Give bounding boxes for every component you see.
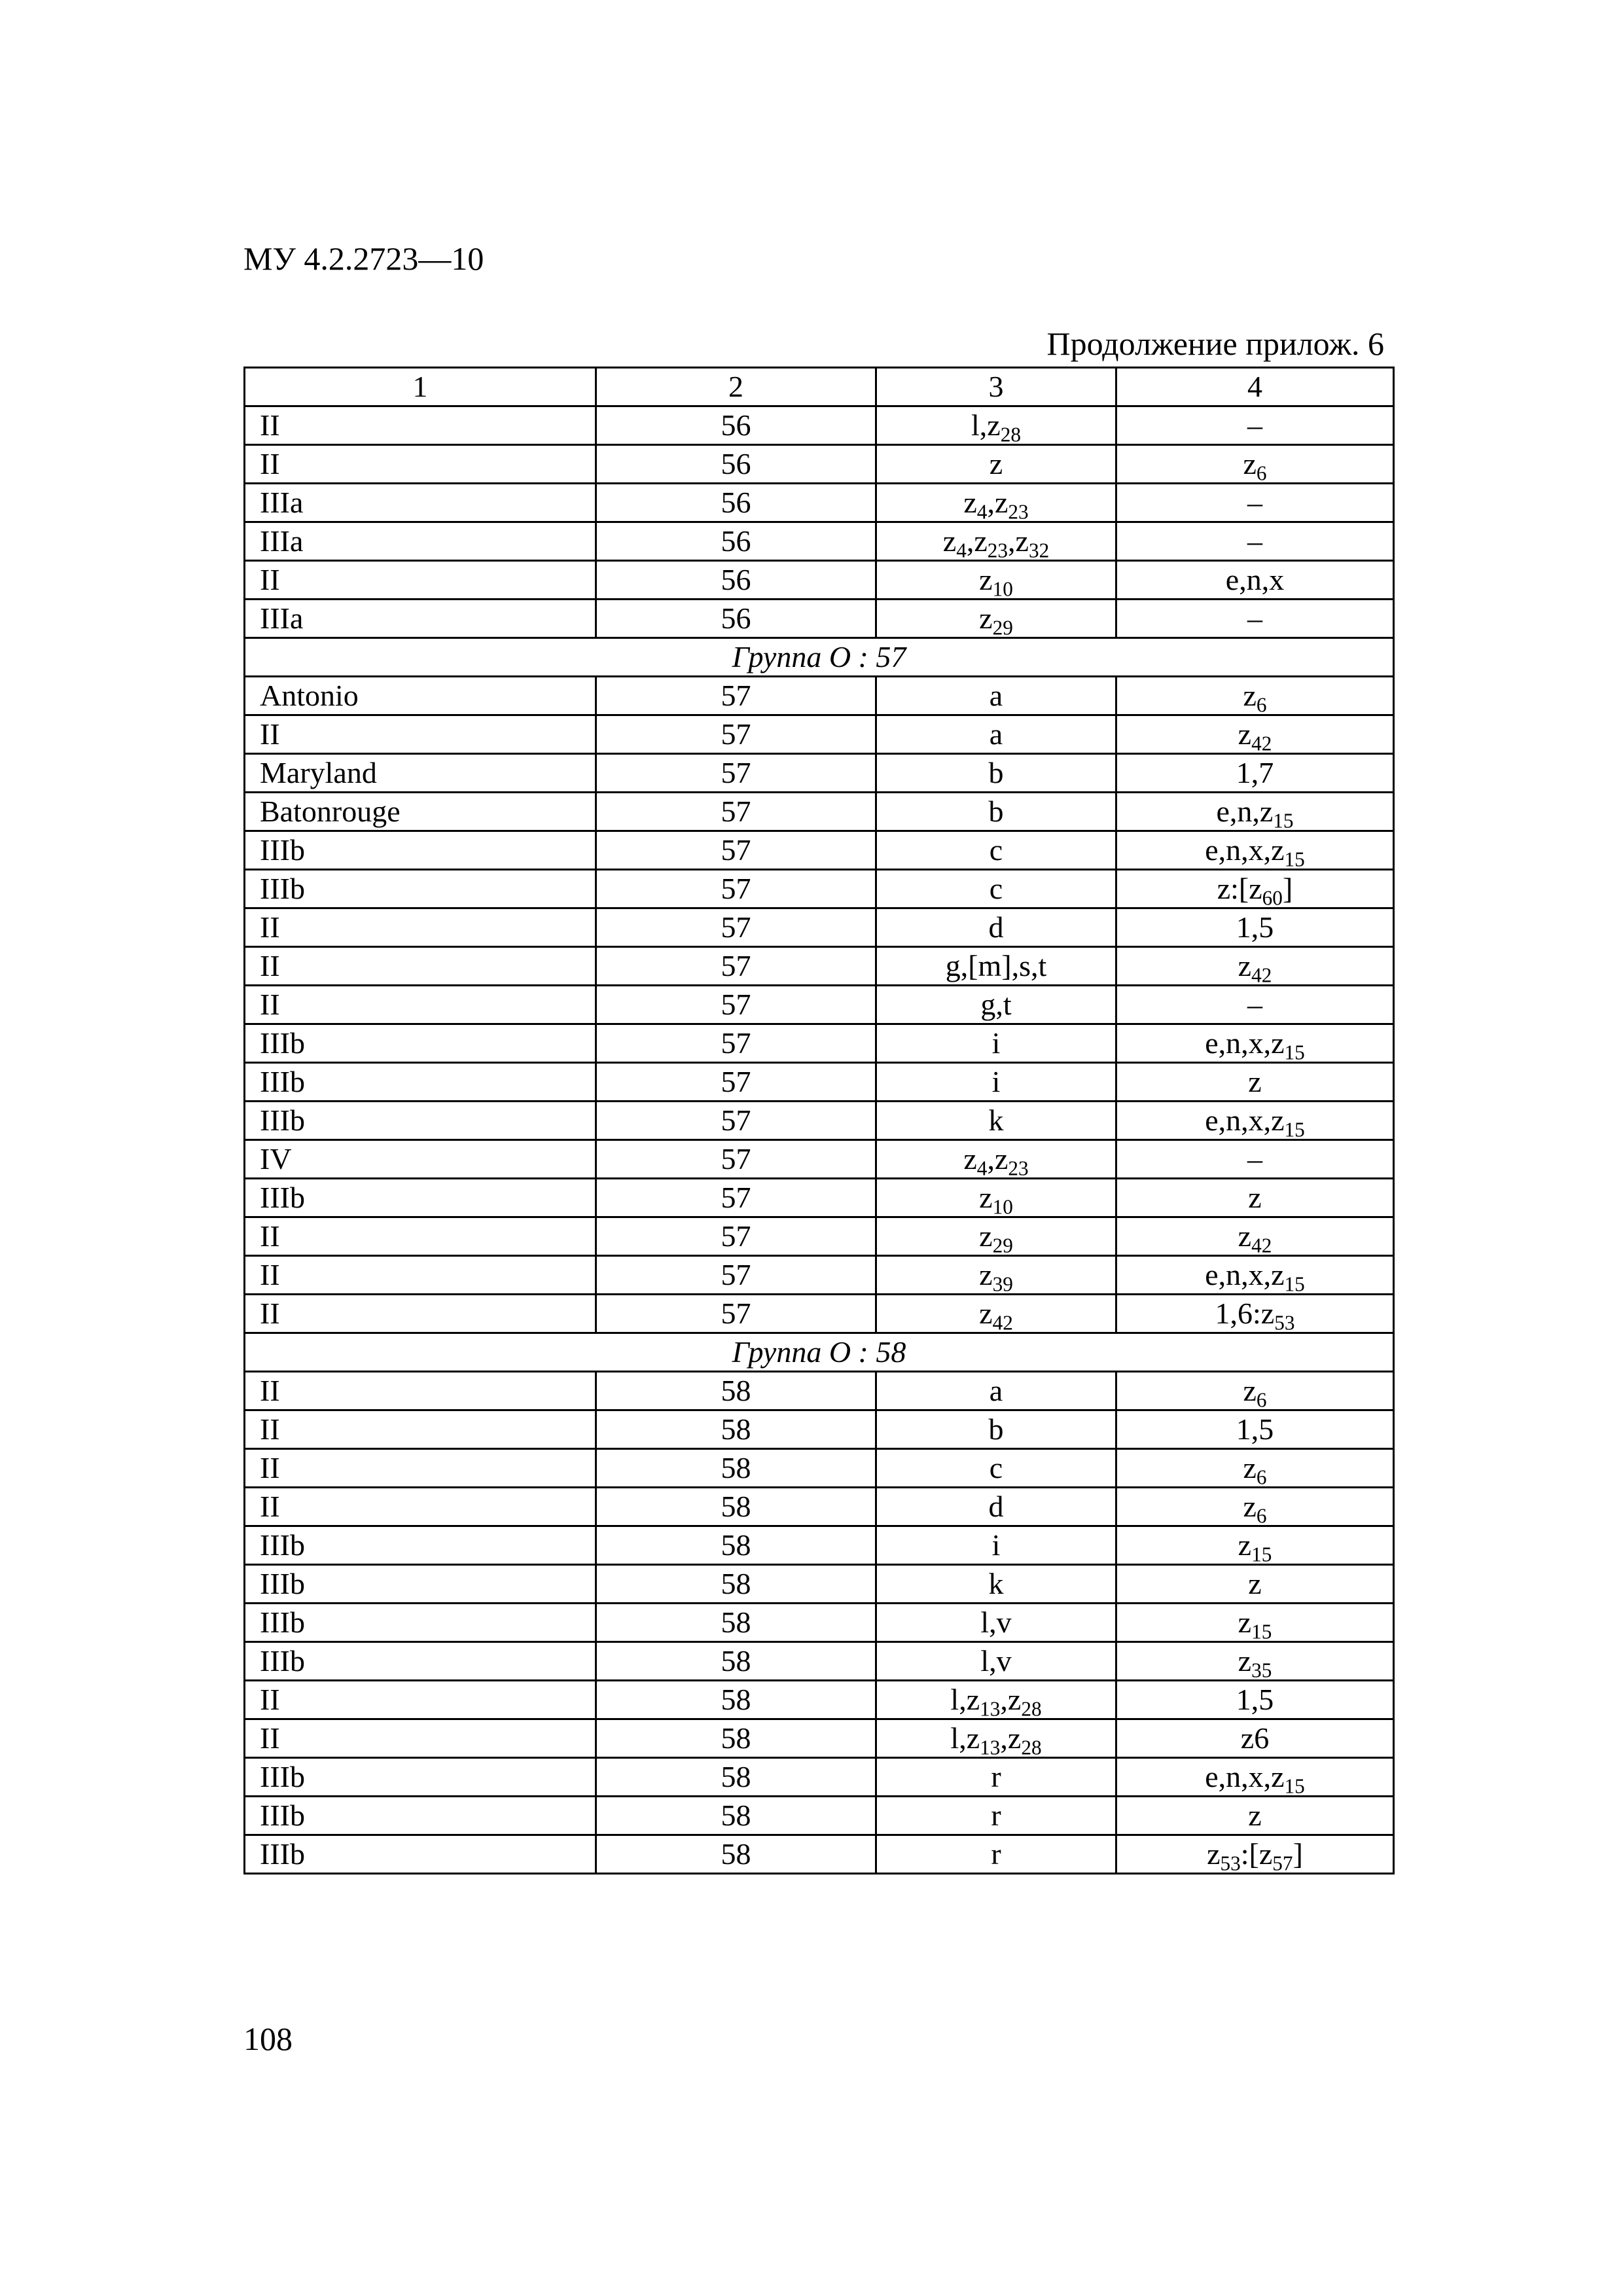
subscript-index: 4 bbox=[976, 1157, 988, 1179]
table-row bbox=[245, 1140, 1394, 1179]
subscript-index: 6 bbox=[1256, 1465, 1267, 1488]
table-row bbox=[245, 1681, 1394, 1719]
subscript-index: 15 bbox=[1251, 1620, 1272, 1642]
group-heading-row bbox=[245, 638, 1394, 677]
cell-col-4: $e,n,x,z_{15}$ bbox=[1116, 1758, 1394, 1797]
subscript-index: 23 bbox=[1008, 500, 1029, 522]
cell-col-4: $e,n,x,z_{15}$ bbox=[1116, 1024, 1394, 1063]
cell-col-3: $l,z_{28}$ bbox=[876, 406, 1116, 445]
cell-col-4: $e,n,x,z_{15}$ bbox=[1116, 1102, 1394, 1140]
subscript-index: 53 bbox=[1274, 1311, 1295, 1333]
cell-col-3: b bbox=[876, 1410, 1116, 1449]
cell-col-4: 1,7 bbox=[1116, 754, 1394, 793]
table-row bbox=[245, 986, 1394, 1024]
cell-col-2: 58 bbox=[596, 1758, 876, 1797]
table-row bbox=[245, 1526, 1394, 1565]
cell-col-1: II bbox=[245, 445, 596, 484]
cell-col-3: $z_{39}$ bbox=[876, 1256, 1116, 1295]
cell-col-3: d bbox=[876, 1488, 1116, 1526]
subscript-index: 6 bbox=[1256, 693, 1267, 715]
cell-col-2: 57 bbox=[596, 793, 876, 831]
group-heading-row bbox=[245, 1333, 1394, 1372]
subscript-index: 29 bbox=[992, 1234, 1013, 1256]
cell-col-3: $z_4,z_{23}$ bbox=[876, 1140, 1116, 1179]
table-row bbox=[245, 1797, 1394, 1835]
cell-col-3: r bbox=[876, 1835, 1116, 1874]
cell-col-4: $z_6$ bbox=[1116, 1488, 1394, 1526]
cell-col-2: 57 bbox=[596, 1179, 876, 1217]
group-heading: Группа О : 57 bbox=[245, 638, 1394, 677]
cell-col-1: II bbox=[245, 1719, 596, 1758]
cell-col-1: IIIa bbox=[245, 484, 596, 522]
table-header-row bbox=[245, 368, 1394, 406]
cell-col-4: z6 bbox=[1116, 1719, 1394, 1758]
cell-col-1: IIIb bbox=[245, 1024, 596, 1063]
cell-col-1: Batonrouge bbox=[245, 793, 596, 831]
group-heading: Группа О : 58 bbox=[245, 1333, 1394, 1372]
cell-col-2: 57 bbox=[596, 1024, 876, 1063]
table-row bbox=[245, 1102, 1394, 1140]
cell-col-3: g,[m],s,t bbox=[876, 947, 1116, 986]
cell-col-4: $e,n,z_{15}$ bbox=[1116, 793, 1394, 831]
cell-col-2: 56 bbox=[596, 445, 876, 484]
table-row bbox=[245, 1256, 1394, 1295]
cell-col-4: z bbox=[1116, 1063, 1394, 1102]
cell-col-4: $z_{42}$ bbox=[1116, 1217, 1394, 1256]
table-row bbox=[245, 908, 1394, 947]
cell-col-2: 57 bbox=[596, 1217, 876, 1256]
cell-col-2: 57 bbox=[596, 908, 876, 947]
subscript-index: 13 bbox=[980, 1736, 1001, 1758]
cell-col-2: 57 bbox=[596, 1295, 876, 1333]
cell-col-1: IIIb bbox=[245, 1604, 596, 1642]
cell-col-4: $z_{42}$ bbox=[1116, 715, 1394, 754]
table-row bbox=[245, 406, 1394, 445]
subscript-index: 42 bbox=[992, 1311, 1013, 1333]
table-row bbox=[245, 1758, 1394, 1797]
table-row bbox=[245, 1719, 1394, 1758]
table-row bbox=[245, 522, 1394, 561]
document-id: МУ 4.2.2723—10 bbox=[243, 240, 484, 277]
cell-col-2: 58 bbox=[596, 1526, 876, 1565]
cell-col-3: d bbox=[876, 908, 1116, 947]
cell-col-1: II bbox=[245, 1256, 596, 1295]
cell-col-3: b bbox=[876, 793, 1116, 831]
cell-col-1: IIIb bbox=[245, 870, 596, 908]
cell-col-1: IIIa bbox=[245, 600, 596, 638]
cell-col-4: 1,5 bbox=[1116, 908, 1394, 947]
subscript-index: 10 bbox=[992, 1195, 1013, 1217]
cell-col-1: II bbox=[245, 947, 596, 986]
cell-col-2: 56 bbox=[596, 600, 876, 638]
cell-col-4: $z_6$ bbox=[1116, 677, 1394, 715]
subscript-index: 42 bbox=[1251, 963, 1272, 986]
cell-col-3: a bbox=[876, 1372, 1116, 1410]
subscript-index: 32 bbox=[1028, 539, 1050, 561]
cell-col-1: II bbox=[245, 715, 596, 754]
cell-col-4: $z_{42}$ bbox=[1116, 947, 1394, 986]
cell-col-2: 56 bbox=[596, 484, 876, 522]
table-row bbox=[245, 870, 1394, 908]
table-body bbox=[245, 406, 1394, 1874]
cell-col-4: – bbox=[1116, 1140, 1394, 1179]
cell-col-3: $z_{29}$ bbox=[876, 1217, 1116, 1256]
cell-col-2: 58 bbox=[596, 1797, 876, 1835]
table-row bbox=[245, 1449, 1394, 1488]
cell-col-1: II bbox=[245, 561, 596, 600]
cell-col-2: 57 bbox=[596, 986, 876, 1024]
cell-col-2: 58 bbox=[596, 1681, 876, 1719]
cell-col-3: $z_{42}$ bbox=[876, 1295, 1116, 1333]
column-header-1: 1 bbox=[245, 368, 596, 406]
cell-col-2: 57 bbox=[596, 870, 876, 908]
cell-col-2: 58 bbox=[596, 1565, 876, 1604]
table-row bbox=[245, 600, 1394, 638]
cell-col-4: – bbox=[1116, 986, 1394, 1024]
cell-col-2: 56 bbox=[596, 561, 876, 600]
cell-col-1: II bbox=[245, 1372, 596, 1410]
subscript-index: 6 bbox=[1256, 1388, 1267, 1410]
subscript-index: 28 bbox=[1021, 1736, 1042, 1758]
cell-col-4: z bbox=[1116, 1797, 1394, 1835]
table-row bbox=[245, 1604, 1394, 1642]
cell-col-1: IV bbox=[245, 1140, 596, 1179]
table-row bbox=[245, 1372, 1394, 1410]
cell-col-3: b bbox=[876, 754, 1116, 793]
cell-col-4: – bbox=[1116, 484, 1394, 522]
cell-col-1: IIIb bbox=[245, 1758, 596, 1797]
subscript-index: 15 bbox=[1284, 1272, 1305, 1295]
cell-col-1: IIIb bbox=[245, 1063, 596, 1102]
continuation-label: Продолжение прилож. 6 bbox=[1046, 325, 1384, 362]
cell-col-4: z bbox=[1116, 1565, 1394, 1604]
table-header bbox=[245, 368, 1394, 406]
subscript-index: 15 bbox=[1284, 848, 1305, 870]
subscript-index: 57 bbox=[1272, 1852, 1293, 1874]
cell-col-2: 57 bbox=[596, 1063, 876, 1102]
cell-col-1: Antonio bbox=[245, 677, 596, 715]
table-row bbox=[245, 1063, 1394, 1102]
cell-col-3: k bbox=[876, 1565, 1116, 1604]
cell-col-3: a bbox=[876, 677, 1116, 715]
cell-col-3: $l,z_{13},z_{28}$ bbox=[876, 1719, 1116, 1758]
table-row bbox=[245, 445, 1394, 484]
cell-col-2: 57 bbox=[596, 1140, 876, 1179]
cell-col-4: $z_{15}$ bbox=[1116, 1526, 1394, 1565]
column-header-4: 4 bbox=[1116, 368, 1394, 406]
cell-col-2: 58 bbox=[596, 1372, 876, 1410]
cell-col-1: IIIb bbox=[245, 831, 596, 870]
cell-col-1: IIIa bbox=[245, 522, 596, 561]
cell-col-1: II bbox=[245, 908, 596, 947]
cell-col-1: II bbox=[245, 406, 596, 445]
cell-col-3: z bbox=[876, 445, 1116, 484]
cell-col-1: II bbox=[245, 1295, 596, 1333]
cell-col-1: IIIb bbox=[245, 1642, 596, 1681]
subscript-index: 39 bbox=[992, 1272, 1013, 1295]
cell-col-2: 56 bbox=[596, 522, 876, 561]
cell-col-4: $z:[z_{60}]$ bbox=[1116, 870, 1394, 908]
subscript-index: 60 bbox=[1262, 886, 1283, 908]
cell-col-4: 1,5 bbox=[1116, 1681, 1394, 1719]
cell-col-3: $z_{10}$ bbox=[876, 1179, 1116, 1217]
cell-col-1: IIIb bbox=[245, 1835, 596, 1874]
cell-col-2: 57 bbox=[596, 1256, 876, 1295]
table-row bbox=[245, 1835, 1394, 1874]
table-row bbox=[245, 715, 1394, 754]
cell-col-3: c bbox=[876, 1449, 1116, 1488]
table-row bbox=[245, 1179, 1394, 1217]
cell-col-2: 58 bbox=[596, 1642, 876, 1681]
cell-col-4: $z_6$ bbox=[1116, 1449, 1394, 1488]
cell-col-2: 58 bbox=[596, 1719, 876, 1758]
subscript-index: 15 bbox=[1284, 1041, 1305, 1063]
table-row bbox=[245, 1295, 1394, 1333]
subscript-index: 53 bbox=[1220, 1852, 1241, 1874]
table-row bbox=[245, 1642, 1394, 1681]
table-row bbox=[245, 484, 1394, 522]
cell-col-3: $l,z_{13},z_{28}$ bbox=[876, 1681, 1116, 1719]
appendix-table bbox=[243, 367, 1395, 1874]
cell-col-1: II bbox=[245, 1410, 596, 1449]
cell-col-1: IIIb bbox=[245, 1565, 596, 1604]
cell-col-2: 58 bbox=[596, 1410, 876, 1449]
cell-col-4: $z_6$ bbox=[1116, 445, 1394, 484]
cell-col-2: 58 bbox=[596, 1835, 876, 1874]
cell-col-1: II bbox=[245, 1681, 596, 1719]
cell-col-2: 57 bbox=[596, 754, 876, 793]
table-row bbox=[245, 754, 1394, 793]
subscript-index: 6 bbox=[1256, 1504, 1267, 1526]
cell-col-3: l,v bbox=[876, 1642, 1116, 1681]
cell-col-3: g,t bbox=[876, 986, 1116, 1024]
cell-col-4: $z_{35}$ bbox=[1116, 1642, 1394, 1681]
cell-col-4: – bbox=[1116, 522, 1394, 561]
cell-col-1: Maryland bbox=[245, 754, 596, 793]
cell-col-3: $z_4,z_{23},z_{32}$ bbox=[876, 522, 1116, 561]
cell-col-4: e,n,x bbox=[1116, 561, 1394, 600]
column-header-2: 2 bbox=[596, 368, 876, 406]
cell-col-3: c bbox=[876, 870, 1116, 908]
appendix-table-container bbox=[243, 367, 1393, 1874]
subscript-index: 10 bbox=[992, 577, 1013, 600]
table-row bbox=[245, 561, 1394, 600]
table-row bbox=[245, 831, 1394, 870]
cell-col-4: $z_{15}$ bbox=[1116, 1604, 1394, 1642]
cell-col-3: c bbox=[876, 831, 1116, 870]
table-row bbox=[245, 1217, 1394, 1256]
cell-col-3: r bbox=[876, 1797, 1116, 1835]
cell-col-1: IIIb bbox=[245, 1179, 596, 1217]
subscript-index: 15 bbox=[1273, 809, 1294, 831]
cell-col-3: a bbox=[876, 715, 1116, 754]
table-row bbox=[245, 1024, 1394, 1063]
cell-col-1: II bbox=[245, 986, 596, 1024]
cell-col-4: $e,n,x,z_{15}$ bbox=[1116, 831, 1394, 870]
table-row bbox=[245, 1565, 1394, 1604]
subscript-index: 4 bbox=[956, 539, 967, 561]
cell-col-1: IIIb bbox=[245, 1102, 596, 1140]
subscript-index: 4 bbox=[976, 500, 988, 522]
subscript-index: 23 bbox=[987, 539, 1008, 561]
cell-col-3: k bbox=[876, 1102, 1116, 1140]
cell-col-1: II bbox=[245, 1488, 596, 1526]
table-row bbox=[245, 1488, 1394, 1526]
cell-col-4: $e,n,x,z_{15}$ bbox=[1116, 1256, 1394, 1295]
table-row bbox=[245, 793, 1394, 831]
cell-col-4: z bbox=[1116, 1179, 1394, 1217]
cell-col-1: IIIb bbox=[245, 1797, 596, 1835]
cell-col-4: $1,6:z_{53}$ bbox=[1116, 1295, 1394, 1333]
cell-col-3: r bbox=[876, 1758, 1116, 1797]
cell-col-1: II bbox=[245, 1449, 596, 1488]
subscript-index: 42 bbox=[1251, 732, 1272, 754]
cell-col-4: $z_6$ bbox=[1116, 1372, 1394, 1410]
table-row bbox=[245, 947, 1394, 986]
cell-col-1: IIIb bbox=[245, 1526, 596, 1565]
subscript-index: 28 bbox=[1000, 423, 1021, 445]
subscript-index: 29 bbox=[992, 616, 1013, 638]
cell-col-3: l,v bbox=[876, 1604, 1116, 1642]
cell-col-2: 58 bbox=[596, 1449, 876, 1488]
column-header-3: 3 bbox=[876, 368, 1116, 406]
cell-col-2: 58 bbox=[596, 1488, 876, 1526]
subscript-index: 15 bbox=[1251, 1543, 1272, 1565]
cell-col-1: II bbox=[245, 1217, 596, 1256]
table-row bbox=[245, 677, 1394, 715]
page-number: 108 bbox=[243, 2020, 293, 2057]
cell-col-2: 57 bbox=[596, 831, 876, 870]
cell-col-3: i bbox=[876, 1024, 1116, 1063]
cell-col-4: – bbox=[1116, 600, 1394, 638]
subscript-index: 13 bbox=[980, 1697, 1001, 1719]
cell-col-2: 57 bbox=[596, 677, 876, 715]
cell-col-3: $z_{29}$ bbox=[876, 600, 1116, 638]
subscript-index: 23 bbox=[1008, 1157, 1029, 1179]
cell-col-3: i bbox=[876, 1526, 1116, 1565]
subscript-index: 35 bbox=[1251, 1659, 1272, 1681]
cell-col-2: 56 bbox=[596, 406, 876, 445]
cell-col-2: 57 bbox=[596, 1102, 876, 1140]
table-row bbox=[245, 1410, 1394, 1449]
subscript-index: 15 bbox=[1284, 1774, 1305, 1797]
cell-col-4: – bbox=[1116, 406, 1394, 445]
subscript-index: 28 bbox=[1021, 1697, 1042, 1719]
cell-col-4: 1,5 bbox=[1116, 1410, 1394, 1449]
cell-col-3: $z_{10}$ bbox=[876, 561, 1116, 600]
cell-col-3: $z_4,z_{23}$ bbox=[876, 484, 1116, 522]
cell-col-3: i bbox=[876, 1063, 1116, 1102]
cell-col-4: $z_{53}:[z_{57}]$ bbox=[1116, 1835, 1394, 1874]
subscript-index: 15 bbox=[1284, 1118, 1305, 1140]
cell-col-2: 57 bbox=[596, 947, 876, 986]
cell-col-2: 57 bbox=[596, 715, 876, 754]
cell-col-2: 58 bbox=[596, 1604, 876, 1642]
subscript-index: 42 bbox=[1251, 1234, 1272, 1256]
subscript-index: 6 bbox=[1256, 461, 1267, 484]
